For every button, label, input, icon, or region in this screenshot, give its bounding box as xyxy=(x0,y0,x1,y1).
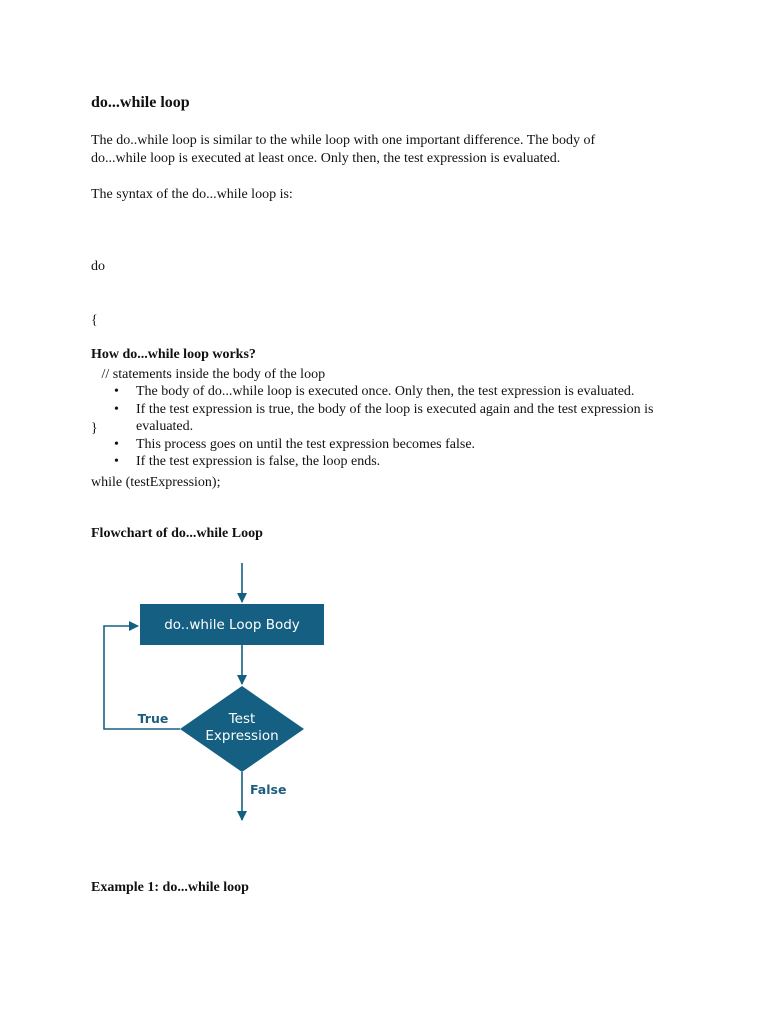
intro-line-2: do...while loop is executed at least once. Only then, the test expression is evaluated. xyxy=(91,151,561,166)
list-item-text: If the test expression is false, the loop ends. xyxy=(136,454,381,469)
example-heading: Example 1: do...while loop xyxy=(91,880,249,895)
code-line: while (testExpression); xyxy=(91,475,221,490)
code-line: } xyxy=(91,421,98,436)
syntax-intro: The syntax of the do...while loop is: xyxy=(91,187,293,202)
bullet-icon: • xyxy=(114,436,119,452)
test-label-line2: Expression xyxy=(205,728,279,744)
list-item-text: This process goes on until the test expression becomes false. xyxy=(136,436,476,452)
bullet-icon: • xyxy=(114,401,119,417)
code-line: { xyxy=(91,313,98,328)
list-item-text: If the test expression is true, the body of the loop is executed again and the test expression is evaluated. xyxy=(136,401,654,434)
flowchart-heading: Flowchart of do...while Loop xyxy=(91,526,263,541)
intro-line-1: The do..while loop is similar to the while loop with one important difference. The body of xyxy=(91,133,596,148)
bullet-icon: • xyxy=(114,384,119,399)
page-title: do...while loop xyxy=(91,94,190,111)
test-label-line1: Test xyxy=(228,711,256,727)
true-label: True xyxy=(137,711,169,726)
how-heading: How do...while loop works? xyxy=(91,347,256,362)
loop-body-label: do..while Loop Body xyxy=(164,617,300,633)
list-item-text: The body of do...while loop is executed once. Only then, the test expression is evaluated. xyxy=(136,384,635,399)
code-line: do xyxy=(91,259,105,274)
code-line: // statements inside the body of the loop xyxy=(91,367,326,382)
false-label: False xyxy=(250,782,287,797)
bullet-icon: • xyxy=(114,454,119,469)
